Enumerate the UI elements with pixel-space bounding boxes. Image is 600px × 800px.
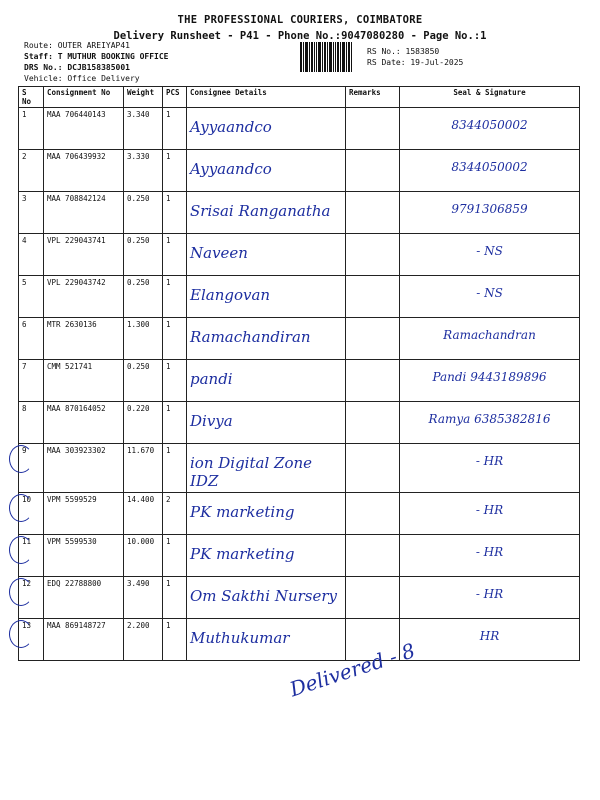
row-weight: 1.300 — [124, 318, 163, 360]
row-seal-signature — [400, 577, 580, 619]
row-pcs: 1 — [163, 150, 187, 192]
row-pcs: 1 — [163, 192, 187, 234]
row-sno: 12 — [19, 577, 44, 619]
row-weight: 2.200 — [124, 619, 163, 661]
row-consignment-no: MTR 2630136 — [44, 318, 124, 360]
barcode-image — [300, 42, 360, 72]
rs-block — [367, 46, 463, 68]
row-remarks — [346, 535, 400, 577]
row-consignee-details — [187, 108, 346, 150]
row-remarks — [346, 192, 400, 234]
table-row — [19, 360, 580, 402]
table-row — [19, 577, 580, 619]
handwritten-signature: - HR — [475, 454, 504, 468]
pen-circle-mark — [9, 445, 33, 473]
rs-number: RS No.: 1583850 — [367, 47, 440, 56]
row-consignee-details — [187, 150, 346, 192]
handwritten-signature: - NS — [476, 286, 503, 300]
row-consignee-details — [187, 276, 346, 318]
row-sno: 2 — [19, 150, 44, 192]
row-consignment-no: MAA 870164052 — [44, 402, 124, 444]
row-sno: 7 — [19, 360, 44, 402]
runsheet-title: THE PROFESSIONAL COURIERS, COIMBATORE — [177, 14, 423, 26]
row-seal-signature — [400, 619, 580, 661]
handwritten-signature: Pandi 9443189896 — [432, 370, 547, 384]
col-sno: S No — [19, 87, 44, 108]
row-weight: 0.250 — [124, 234, 163, 276]
pen-circle-mark — [9, 536, 33, 564]
row-seal-signature — [400, 150, 580, 192]
row-weight: 0.250 — [124, 360, 163, 402]
row-consignee-details — [187, 402, 346, 444]
row-consignee-details — [187, 360, 346, 402]
row-sno: 6 — [19, 318, 44, 360]
handwritten-signature: - NS — [476, 244, 503, 258]
row-sno: 4 — [19, 234, 44, 276]
row-seal-signature — [400, 234, 580, 276]
staff-text: Staff: T MUTHUR BOOKING OFFICE — [24, 52, 169, 61]
row-weight: 3.340 — [124, 108, 163, 150]
pen-circle-mark — [9, 620, 33, 648]
row-remarks — [346, 493, 400, 535]
row-sno: 10 — [19, 493, 44, 535]
row-sno: 9 — [19, 444, 44, 493]
vehicle-text: Vehicle: Office Delivery — [24, 74, 140, 83]
row-consignee-details — [187, 444, 346, 493]
table-row — [19, 444, 580, 493]
route-block — [24, 40, 169, 84]
row-sno: 13 — [19, 619, 44, 661]
handwritten-consignee: Ayyaandco — [190, 160, 272, 178]
row-pcs: 1 — [163, 619, 187, 661]
table-header-row — [19, 87, 580, 108]
table-row — [19, 192, 580, 234]
row-consignee-details — [187, 577, 346, 619]
row-consignment-no: VPL 229043742 — [44, 276, 124, 318]
row-remarks — [346, 360, 400, 402]
row-weight: 14.400 — [124, 493, 163, 535]
table-row — [19, 619, 580, 661]
handwritten-consignee: Srisai Ranganatha — [190, 202, 331, 220]
row-weight: 0.250 — [124, 276, 163, 318]
row-remarks — [346, 276, 400, 318]
row-consignment-no: VPM 5599530 — [44, 535, 124, 577]
row-pcs: 1 — [163, 535, 187, 577]
row-consignment-no: MAA 706439932 — [44, 150, 124, 192]
delivered-text: Delivered - 8 — [286, 638, 418, 702]
row-pcs: 1 — [163, 402, 187, 444]
row-consignee-details — [187, 493, 346, 535]
handwritten-consignee: Ramachandiran — [190, 328, 311, 346]
table-row — [19, 150, 580, 192]
col-remarks: Remarks — [346, 87, 400, 108]
handwritten-signature: HR — [479, 629, 500, 643]
table-row — [19, 276, 580, 318]
table-row — [19, 402, 580, 444]
handwritten-signature: Ramya 6385382816 — [428, 412, 551, 426]
col-consignment: Consignment No — [44, 87, 124, 108]
runsheet-table — [18, 86, 580, 661]
row-remarks — [346, 150, 400, 192]
handwritten-signature: 8344050002 — [451, 118, 528, 132]
row-sno: 1 — [19, 108, 44, 150]
handwritten-consignee: Muthukumar — [190, 629, 290, 647]
col-weight: Weight — [124, 87, 163, 108]
row-consignment-no: VPL 229043741 — [44, 234, 124, 276]
row-pcs: 1 — [163, 276, 187, 318]
row-pcs: 1 — [163, 577, 187, 619]
row-consignment-no: MAA 303923302 — [44, 444, 124, 493]
row-consignee-details — [187, 318, 346, 360]
row-remarks — [346, 108, 400, 150]
table-row — [19, 318, 580, 360]
row-pcs: 1 — [163, 444, 187, 493]
row-seal-signature — [400, 402, 580, 444]
row-seal-signature — [400, 276, 580, 318]
route-text: Route: OUTER AREIYAP41 — [24, 41, 130, 50]
row-remarks — [346, 402, 400, 444]
row-seal-signature — [400, 360, 580, 402]
row-weight: 3.330 — [124, 150, 163, 192]
row-pcs: 1 — [163, 318, 187, 360]
row-remarks — [346, 318, 400, 360]
col-consignee: Consignee Details — [187, 87, 346, 108]
rs-date: RS Date: 19-Jul-2025 — [367, 58, 464, 67]
row-sno: 11 — [19, 535, 44, 577]
row-consignment-no: MAA 708842124 — [44, 192, 124, 234]
row-pcs: 1 — [163, 108, 187, 150]
handwritten-consignee: PK marketing — [190, 503, 295, 521]
handwritten-consignee: pandi — [190, 370, 233, 388]
handwritten-consignee: Om Sakthi Nursery — [190, 587, 338, 605]
table-row — [19, 108, 580, 150]
handwritten-signature: 8344050002 — [451, 160, 528, 174]
table-row — [19, 234, 580, 276]
handwritten-consignee: Divya — [190, 412, 233, 430]
row-seal-signature — [400, 535, 580, 577]
row-remarks — [346, 577, 400, 619]
row-consignment-no: VPM 5599529 — [44, 493, 124, 535]
row-pcs: 1 — [163, 360, 187, 402]
col-seal: Seal & Signature — [400, 87, 580, 108]
pen-circle-mark — [9, 494, 33, 522]
row-remarks — [346, 234, 400, 276]
table-row — [19, 535, 580, 577]
row-consignment-no: MAA 869148727 — [44, 619, 124, 661]
pen-circle-mark — [9, 578, 33, 606]
handwritten-signature: 9791306859 — [451, 202, 528, 216]
row-pcs: 2 — [163, 493, 187, 535]
row-consignment-no: EDQ 22788800 — [44, 577, 124, 619]
row-sno: 5 — [19, 276, 44, 318]
handwritten-signature: - HR — [475, 587, 504, 601]
handwritten-consignee: Elangovan — [190, 286, 271, 304]
row-consignee-details — [187, 192, 346, 234]
row-weight: 3.490 — [124, 577, 163, 619]
row-seal-signature — [400, 444, 580, 493]
row-remarks — [346, 444, 400, 493]
row-seal-signature — [400, 108, 580, 150]
handwritten-signature: - HR — [475, 503, 504, 517]
runsheet-subtitle: Delivery Runsheet - P41 - Phone No.:9047080280 - Page No.:1 — [113, 30, 487, 42]
row-consignee-details — [187, 234, 346, 276]
row-consignee-details — [187, 535, 346, 577]
row-seal-signature — [400, 192, 580, 234]
row-sno: 8 — [19, 402, 44, 444]
row-consignment-no: MAA 706440143 — [44, 108, 124, 150]
handwritten-consignee: Ayyaandco — [190, 118, 272, 136]
row-weight: 11.670 — [124, 444, 163, 493]
row-pcs: 1 — [163, 234, 187, 276]
handwritten-signature: - HR — [475, 545, 504, 559]
handwritten-consignee: Naveen — [190, 244, 248, 262]
col-pcs: PCS — [163, 87, 187, 108]
row-weight: 0.220 — [124, 402, 163, 444]
row-weight: 0.250 — [124, 192, 163, 234]
handwritten-consignee: PK marketing — [190, 545, 295, 563]
row-weight: 10.000 — [124, 535, 163, 577]
drs-number: DRS No.: DCJB158385001 — [24, 63, 130, 72]
row-sno: 3 — [19, 192, 44, 234]
row-consignment-no: CMM 521741 — [44, 360, 124, 402]
row-seal-signature — [400, 493, 580, 535]
table-row — [19, 493, 580, 535]
row-consignee-details — [187, 619, 346, 661]
row-seal-signature — [400, 318, 580, 360]
handwritten-consignee: ion Digital Zone IDZ — [190, 454, 313, 490]
handwritten-signature: Ramachandran — [443, 328, 536, 342]
